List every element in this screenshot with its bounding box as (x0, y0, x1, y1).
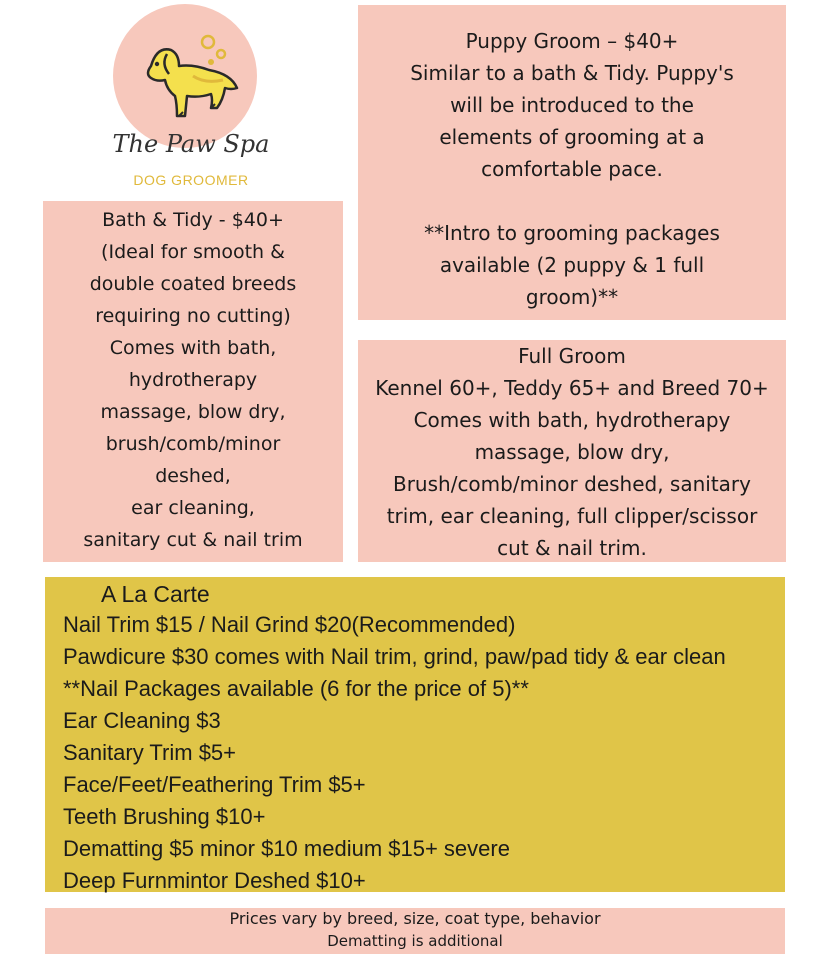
full-groom-card (358, 340, 786, 562)
puppy-groom-line: will be introduced to the (450, 93, 694, 117)
bath-tidy-line: hydrotherapy (128, 369, 258, 391)
footer-line: Prices vary by breed, size, coat type, behavior (229, 909, 601, 928)
bath-tidy-line: massage, blow dry, (100, 401, 286, 423)
footer-line: Dematting is additional (327, 932, 503, 950)
dog-icon (113, 4, 257, 148)
full-groom-line: massage, blow dry, (474, 440, 670, 464)
list-item: Face/Feet/Feathering Trim $5+ (63, 772, 366, 797)
puppy-package-note: **Intro to grooming packages (424, 221, 720, 245)
bath-tidy-line: double coated breeds (89, 273, 297, 295)
bath-tidy-title: Bath & Tidy - $40+ (102, 209, 284, 231)
pricing-footer (45, 908, 785, 954)
puppy-package-note: groom)** (525, 285, 619, 309)
puppy-groom-line: elements of grooming at a (439, 125, 705, 149)
a-la-carte-card (45, 577, 785, 892)
list-item: Dematting $5 minor $10 medium $15+ severe (63, 836, 510, 861)
puppy-groom-card (358, 5, 786, 320)
a-la-carte-title: A La Carte (101, 581, 210, 607)
puppy-groom-line: comfortable pace. (481, 157, 663, 181)
bath-tidy-card (43, 201, 343, 562)
bath-tidy-line: ear cleaning, (131, 497, 255, 519)
list-item: **Nail Packages available (6 for the price of 5)** (63, 676, 529, 701)
full-groom-line: trim, ear cleaning, full clipper/scissor (386, 504, 758, 528)
bath-tidy-line: brush/comb/minor (105, 433, 281, 455)
logo-subtitle: DOG GROOMER (133, 172, 249, 188)
logo (96, 2, 286, 192)
bath-tidy-line: Comes with bath, (109, 337, 277, 359)
list-item: Teeth Brushing $10+ (63, 804, 266, 829)
full-groom-line: Comes with bath, hydrotherapy (413, 408, 731, 432)
bath-tidy-line: sanitary cut & nail trim (83, 529, 303, 551)
list-item: Pawdicure $30 comes with Nail trim, grind, paw/pad tidy & ear clean (63, 644, 726, 669)
full-groom-line: cut & nail trim. (497, 536, 647, 560)
puppy-groom-title: Puppy Groom – $40+ (465, 29, 679, 53)
puppy-groom-line: Similar to a bath & Tidy. Puppy's (410, 61, 734, 85)
bath-tidy-line: deshed, (155, 465, 231, 487)
list-item: Sanitary Trim $5+ (63, 740, 237, 765)
puppy-package-note: available (2 puppy & 1 full (439, 253, 705, 277)
list-item: Nail Trim $15 / Nail Grind $20(Recommended) (63, 612, 516, 637)
bath-tidy-line: (Ideal for smooth & (101, 241, 285, 263)
full-groom-line: Kennel 60+, Teddy 65+ and Breed 70+ (375, 376, 769, 400)
bath-tidy-line: requiring no cutting) (95, 305, 291, 327)
list-item: Deep Furnmintor Deshed $10+ (63, 868, 366, 893)
logo-name: The Paw Spa (112, 130, 270, 158)
list-item: Ear Cleaning $3 (63, 708, 221, 733)
full-groom-line: Brush/comb/minor deshed, sanitary (392, 472, 751, 496)
full-groom-title: Full Groom (518, 344, 626, 368)
